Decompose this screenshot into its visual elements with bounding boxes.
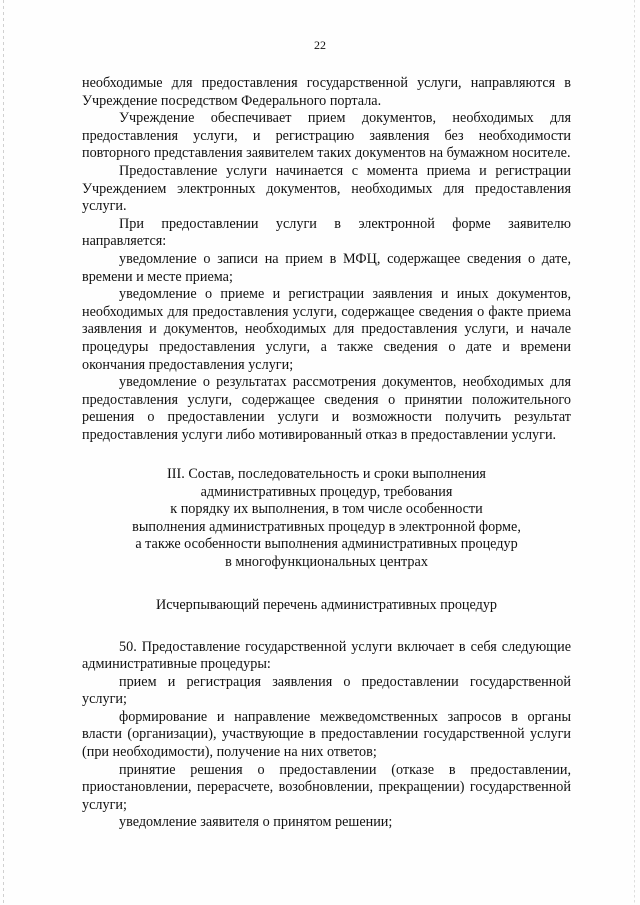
list-paragraph: принятие решения о предоставлении (отказе в предоставлении, приостановлении, перерасчете, возобновлении, прекращении) государственной услуги; xyxy=(82,761,571,813)
paragraph: уведомление о приеме и регистрации заявления и иных документов, необходимых для предоставления услуги, содержащее сведения о факте приема заявления и документов, необходимых для предоставления услуги, и начале процедуры предоставления услуги, а также сведения о дате и времени окончания предоставления услуги; xyxy=(82,286,571,373)
scan-edge-left xyxy=(3,0,4,905)
section-heading-line: административных процедур, требования xyxy=(200,483,453,500)
paragraph: Предоставление услуги начинается с момента приема и регистрации Учреждением электронных документов, необходимых для предоставления услуги. xyxy=(82,162,571,215)
list-paragraph: уведомление заявителя о принятом решении; xyxy=(119,814,393,831)
paragraph: уведомление о результатах рассмотрения документов, необходимых для предоставления услуги, содержащее сведения о принятии положительного решения о предоставлении услуги и возможности получить результат предоставления услуги либо мотивированный отказ в предоставлении услуги. xyxy=(82,374,571,443)
paragraph-continuation: необходимые для предоставления государственной услуги, направляются в Учреждение посредством Федерального портала. xyxy=(82,75,571,109)
document-body xyxy=(82,75,571,832)
section-heading-line: выполнения административных процедур в электронной форме, xyxy=(132,518,521,535)
subsection-heading: Исчерпывающий перечень административных процедур xyxy=(155,596,498,613)
paragraph: При предоставлении услуги в электронной форме заявителю направляется: xyxy=(82,215,571,250)
scan-edge-right xyxy=(634,0,635,905)
list-paragraph: 50. Предоставление государственной услуги включает в себя следующие административные процедуры: xyxy=(82,638,571,673)
paragraph: уведомление о записи на прием в МФЦ, содержащее сведения о дате, времени и месте приема; xyxy=(82,250,571,285)
section-heading-line: а также особенности выполнения административных процедур xyxy=(135,536,518,553)
list-paragraph: прием и регистрация заявления о предоставлении государственной услуги; xyxy=(82,673,571,708)
section-heading-line: в многофункциональных центрах xyxy=(225,553,428,570)
section-heading-line: к порядку их выполнения, в том числе особенности xyxy=(170,501,483,518)
paragraph: Учреждение обеспечивает прием документов, необходимых для предоставления услуги, и регистрацию заявления без необходимости повторного представления заявителем таких документов на бумажном носителе. xyxy=(82,110,571,162)
page-number: 22 xyxy=(314,38,326,52)
section-heading xyxy=(82,466,571,570)
section-heading-line: III. Состав, последовательность и сроки выполнения xyxy=(167,466,486,483)
list-paragraph: формирование и направление межведомственных запросов в органы власти (организации), участвующие в предоставлении государственной услуги (при необходимости), получение на них ответов; xyxy=(82,708,571,761)
